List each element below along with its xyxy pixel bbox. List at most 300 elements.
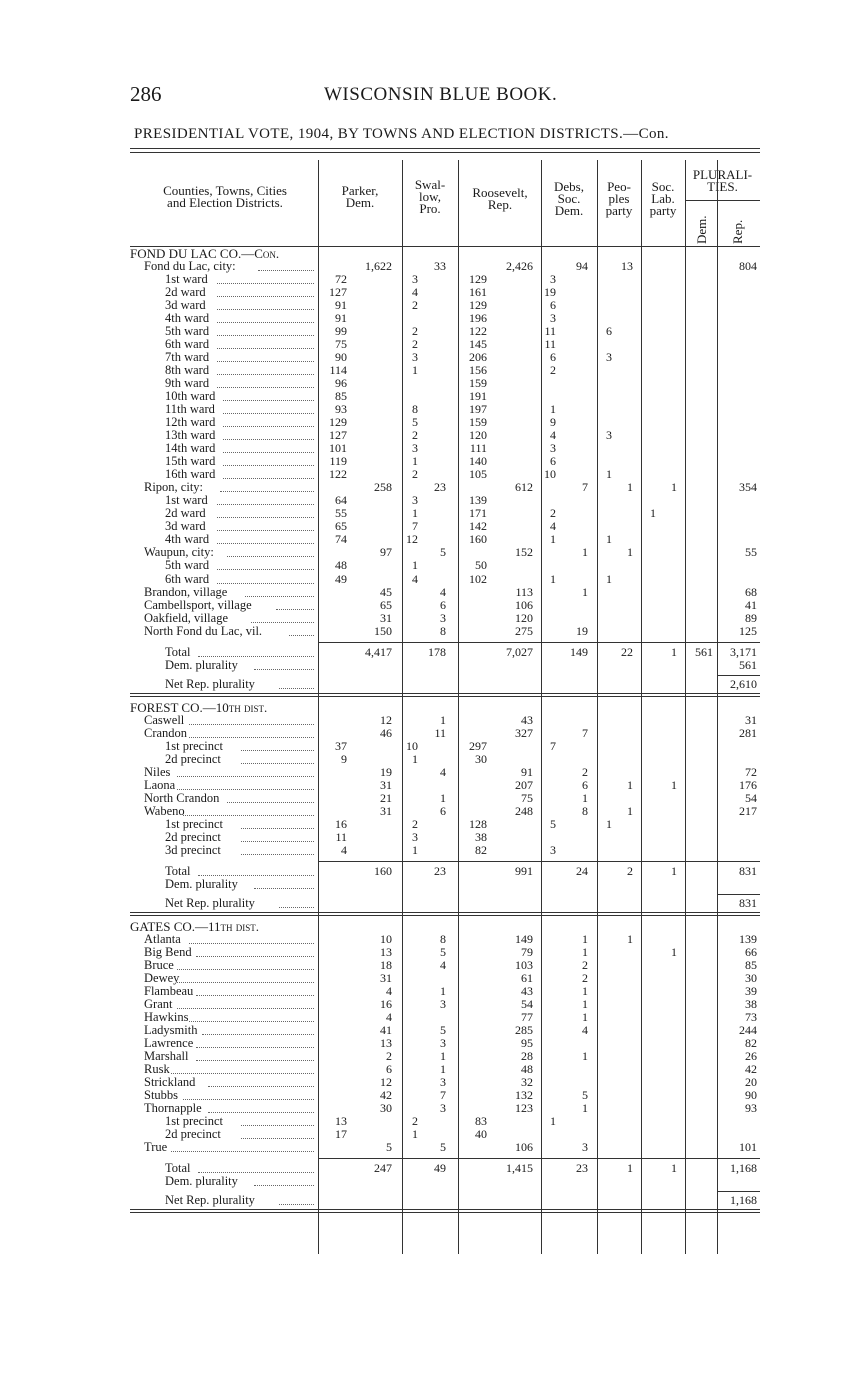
cell-debs_t: 2	[582, 764, 588, 779]
cell-peoples_s: 1	[606, 571, 612, 586]
leader-dots	[217, 309, 314, 310]
cell-swallow_s: 2	[412, 428, 418, 443]
header-peoples-2: party	[605, 203, 633, 218]
leader-dots	[198, 875, 314, 876]
row-label: Dewey	[144, 971, 180, 986]
row-label: Crandon	[144, 725, 188, 740]
cell-debs_s: 4	[550, 428, 556, 443]
leader-dots	[289, 635, 314, 636]
cell-debs_t: 94	[576, 259, 588, 274]
row-label: Brandon, village	[144, 584, 228, 599]
leader-dots	[217, 322, 314, 323]
cell-debs_s: 11	[544, 337, 556, 352]
cell-parker_t: 247	[374, 1161, 392, 1176]
cell-roosevelt_s: 120	[469, 428, 487, 443]
cell-swallow_s: 2	[412, 816, 418, 831]
row-label: Bruce	[144, 958, 174, 973]
row-label: 12th ward	[165, 415, 216, 430]
cell-debs_t: 4	[582, 1023, 588, 1038]
leader-dots	[223, 478, 314, 479]
row-label: Dem. plurality	[165, 657, 238, 672]
cell-soclab: 1	[671, 777, 677, 792]
leader-dots	[217, 530, 314, 531]
cell-debs_t: 19	[576, 623, 588, 638]
cell-peoples: 1	[627, 1161, 633, 1176]
row-label: Atlanta	[144, 931, 181, 946]
cell-roosevelt_s: 156	[469, 363, 487, 378]
leader-dots	[279, 907, 314, 908]
header-parker-1: Dem.	[345, 195, 375, 210]
leader-dots	[171, 1151, 314, 1152]
cell-soclab: 1	[671, 1161, 677, 1176]
cell-roosevelt_t: 123	[515, 1101, 533, 1116]
cell-roosevelt_s: 128	[469, 816, 487, 831]
leader-dots	[227, 802, 314, 803]
cell-peoples_s: 1	[606, 467, 612, 482]
cell-roosevelt_s: 191	[469, 389, 487, 404]
cell-parker_s: 91	[335, 298, 347, 313]
row-label: Fond du Lac, city:	[144, 259, 236, 274]
row-label: Dem. plurality	[165, 1174, 238, 1189]
cell-swallow_t: 23	[434, 863, 446, 878]
cell-parker_t: 19	[380, 764, 392, 779]
cell-roosevelt_t: 149	[515, 931, 533, 946]
cell-roosevelt_s: 159	[469, 415, 487, 430]
row-label: Thornapple	[144, 1101, 202, 1116]
cell-soclab_s: 1	[650, 506, 656, 521]
row-label: Rusk	[144, 1062, 170, 1077]
row-label: 1st precinct	[165, 816, 223, 831]
cell-debs_t: 7	[582, 480, 588, 495]
row-label: FOND DU LAC CO.—Con.	[130, 246, 280, 261]
cell-swallow_t: 3	[440, 1036, 446, 1051]
cell-parker_s: 99	[335, 324, 347, 339]
cell-roosevelt_t: 61	[521, 971, 533, 986]
cell-parker_s: 4	[341, 842, 347, 857]
row-label: 10th ward	[165, 389, 216, 404]
cell-swallow_t: 7	[440, 1088, 446, 1103]
cell-roosevelt_t: 43	[521, 984, 533, 999]
cell-parker_s: 13	[335, 1114, 347, 1129]
cell-roosevelt_s: 30	[475, 751, 487, 766]
leader-dots	[217, 348, 314, 349]
cell-parker_s: 75	[335, 337, 347, 352]
cell-parker_t: 6	[386, 1062, 392, 1077]
cell-roosevelt_t: 612	[515, 480, 533, 495]
cell-debs_s: 2	[550, 363, 556, 378]
cell-debs_s: 2	[550, 506, 556, 521]
cell-roosevelt_t: 103	[515, 958, 533, 973]
header-label-1: and Election Districts.	[167, 195, 283, 210]
cell-parker_t: 4,417	[365, 644, 392, 659]
cell-roosevelt_s: 161	[469, 285, 487, 300]
cell-swallow_t: 1	[440, 1062, 446, 1077]
cell-parker_s: 65	[335, 519, 347, 534]
cell-roosevelt_t: 152	[515, 545, 533, 560]
cell-rep: 1,168	[730, 1193, 757, 1208]
row-label: 14th ward	[165, 441, 216, 456]
leader-dots	[223, 452, 314, 453]
cell-roosevelt_t: 327	[515, 725, 533, 740]
row-label: Oakfield, village	[144, 610, 228, 625]
cell-parker_s: 91	[335, 311, 347, 326]
cell-parker_t: 31	[380, 971, 392, 986]
row-label: 6th ward	[165, 571, 210, 586]
cell-roosevelt_t: 991	[515, 863, 533, 878]
header-rule-2	[685, 200, 760, 201]
row-label: Marshall	[144, 1049, 189, 1064]
cell-rep: 2,610	[730, 676, 757, 691]
cell-swallow_t: 3	[440, 610, 446, 625]
cell-rep: 561	[739, 657, 757, 672]
cell-parker_t: 45	[380, 584, 392, 599]
cell-roosevelt_s: 40	[475, 1127, 487, 1142]
row-label: Hawkins	[144, 1010, 189, 1025]
cell-roosevelt_s: 140	[469, 454, 487, 469]
cell-roosevelt_t: 48	[521, 1062, 533, 1077]
cell-parker_t: 31	[380, 803, 392, 818]
cell-soclab: 1	[671, 644, 677, 659]
row-label: 11th ward	[165, 402, 215, 417]
cell-swallow_s: 4	[412, 285, 418, 300]
cell-parker_s: 129	[329, 415, 347, 430]
cell-roosevelt_t: 120	[515, 610, 533, 625]
cell-rep: 831	[739, 895, 757, 910]
leader-dots	[227, 556, 314, 557]
leader-dots	[220, 491, 314, 492]
cell-debs_t: 5	[582, 1088, 588, 1103]
cell-parker_s: 74	[335, 532, 347, 547]
cell-rep: 26	[745, 1049, 757, 1064]
leader-dots	[223, 400, 314, 401]
cell-parker_t: 10	[380, 931, 392, 946]
cell-swallow_s: 1	[412, 1127, 418, 1142]
cell-debs_t: 3	[582, 1140, 588, 1155]
leader-dots	[189, 724, 314, 725]
leader-dots	[241, 854, 314, 855]
column-rule-1	[402, 160, 403, 1254]
cell-peoples: 1	[627, 777, 633, 792]
cell-parker_t: 41	[380, 1023, 392, 1038]
cell-swallow_s: 4	[412, 571, 418, 586]
column-rule-5	[641, 160, 642, 1254]
cell-rep: 55	[745, 545, 757, 560]
cell-roosevelt_t: 7,027	[506, 644, 533, 659]
row-label: True	[144, 1140, 168, 1155]
cell-swallow_s: 3	[412, 272, 418, 287]
leader-dots	[183, 815, 314, 816]
cell-swallow_t: 3	[440, 1101, 446, 1116]
row-label: Total	[165, 644, 191, 659]
cell-dem: 561	[695, 644, 713, 659]
cell-roosevelt_t: 207	[515, 777, 533, 792]
cell-roosevelt_s: 197	[469, 402, 487, 417]
leader-dots	[241, 841, 314, 842]
cell-debs_t: 149	[570, 644, 588, 659]
row-label: Caswell	[144, 712, 185, 727]
row-label: 15th ward	[165, 454, 216, 469]
cell-debs_s: 4	[550, 519, 556, 534]
cell-swallow_s: 10	[406, 738, 418, 753]
cell-swallow_t: 23	[434, 480, 446, 495]
net-rule	[718, 675, 760, 676]
cell-debs_t: 1	[582, 1101, 588, 1116]
cell-parker_t: 97	[380, 545, 392, 560]
cell-roosevelt_t: 91	[521, 764, 533, 779]
cell-parker_s: 85	[335, 389, 347, 404]
cell-swallow_t: 8	[440, 623, 446, 638]
cell-debs_s: 1	[550, 1114, 556, 1129]
cell-parker_s: 64	[335, 493, 347, 508]
cell-roosevelt_t: 132	[515, 1088, 533, 1103]
cell-swallow_t: 1	[440, 984, 446, 999]
leader-dots	[189, 737, 314, 738]
cell-swallow_s: 1	[412, 363, 418, 378]
cell-peoples: 22	[621, 644, 633, 659]
cell-peoples_s: 1	[606, 532, 612, 547]
cell-rep: 41	[745, 597, 757, 612]
cell-parker_s: 72	[335, 272, 347, 287]
cell-parker_t: 160	[374, 863, 392, 878]
cell-parker_s: 127	[329, 285, 347, 300]
cell-roosevelt_s: 83	[475, 1114, 487, 1129]
leader-dots	[241, 763, 314, 764]
leader-dots	[279, 688, 314, 689]
cell-debs_t: 23	[576, 1161, 588, 1176]
cell-rep: 244	[739, 1023, 757, 1038]
cell-debs_s: 1	[550, 532, 556, 547]
cell-roosevelt_s: 105	[469, 467, 487, 482]
cell-debs_t: 8	[582, 803, 588, 818]
cell-swallow_t: 1	[440, 790, 446, 805]
cell-parker_t: 12	[380, 712, 392, 727]
cell-parker_t: 16	[380, 997, 392, 1012]
cell-parker_s: 9	[341, 751, 347, 766]
leader-dots	[208, 1112, 314, 1113]
row-label: 6th ward	[165, 337, 210, 352]
cell-peoples: 2	[627, 863, 633, 878]
section-rule	[130, 912, 760, 913]
row-label: 2d ward	[165, 506, 206, 521]
cell-parker_t: 42	[380, 1088, 392, 1103]
leader-dots	[217, 335, 314, 336]
cell-parker_t: 12	[380, 1075, 392, 1090]
cell-debs_s: 6	[550, 298, 556, 313]
leader-dots	[223, 439, 314, 440]
cell-peoples_s: 6	[606, 324, 612, 339]
leader-dots	[177, 982, 314, 983]
cell-roosevelt_s: 122	[469, 324, 487, 339]
row-label: 9th ward	[165, 376, 210, 391]
cell-rep: 38	[745, 997, 757, 1012]
leader-dots	[254, 669, 314, 670]
net-rule	[718, 894, 760, 895]
cell-debs_s: 19	[544, 285, 556, 300]
cell-peoples: 13	[621, 259, 633, 274]
cell-swallow_s: 3	[412, 441, 418, 456]
row-label: Dem. plurality	[165, 876, 238, 891]
cell-parker_s: 16	[335, 816, 347, 831]
cell-rep: 354	[739, 480, 757, 495]
cell-swallow_s: 1	[412, 558, 418, 573]
cell-roosevelt_s: 111	[469, 441, 487, 456]
header-debs-2: Dem.	[554, 203, 584, 218]
cell-roosevelt_t: 106	[515, 597, 533, 612]
cell-roosevelt_t: 248	[515, 803, 533, 818]
leader-dots	[198, 656, 314, 657]
row-label: Lawrence	[144, 1036, 194, 1051]
cell-debs_t: 1	[582, 1049, 588, 1064]
cell-swallow_s: 2	[412, 467, 418, 482]
cell-rep: 3,171	[730, 644, 757, 659]
cell-rep: 31	[745, 712, 757, 727]
total-rule	[318, 642, 760, 643]
cell-parker_t: 150	[374, 623, 392, 638]
cell-debs_t: 6	[582, 777, 588, 792]
leader-dots	[251, 622, 314, 623]
cell-peoples: 1	[627, 931, 633, 946]
column-rule-0	[318, 160, 319, 1254]
row-label: Grant	[144, 997, 173, 1012]
leader-dots	[245, 596, 314, 597]
cell-debs_t: 1	[582, 945, 588, 959]
leader-dots	[241, 1125, 314, 1126]
cell-soclab: 1	[671, 480, 677, 495]
leader-dots	[254, 888, 314, 889]
cell-rep: 217	[739, 803, 757, 818]
cell-roosevelt_s: 145	[469, 337, 487, 352]
header-roosevelt-1: Rep.	[487, 197, 513, 212]
cell-parker_t: 31	[380, 777, 392, 792]
header-pluralities-1: TIES.	[707, 179, 738, 194]
cell-debs_s: 10	[544, 467, 556, 482]
cell-swallow_s: 2	[412, 298, 418, 313]
cell-rep: 85	[745, 958, 757, 973]
leader-dots	[276, 609, 314, 610]
cell-debs_t: 1	[582, 1010, 588, 1025]
cell-roosevelt_t: 275	[515, 623, 533, 638]
column-rule-4	[597, 160, 598, 1254]
total-rule	[318, 1158, 760, 1159]
cell-parker_t: 30	[380, 1101, 392, 1116]
leader-dots	[217, 569, 314, 570]
section-rule	[130, 1209, 760, 1210]
page-number: 286	[130, 82, 162, 106]
row-label: Net Rep. plurality	[165, 895, 255, 910]
header-plural-dem: Dem.	[694, 215, 709, 244]
leader-dots	[196, 995, 314, 996]
cell-swallow_t: 1	[440, 712, 446, 727]
cell-debs_s: 3	[550, 441, 556, 456]
cell-debs_s: 7	[550, 738, 556, 753]
cell-roosevelt_t: 2,426	[506, 259, 533, 274]
leader-dots	[223, 426, 314, 427]
cell-debs_t: 1	[582, 545, 588, 560]
cell-roosevelt_t: 1,415	[506, 1161, 533, 1176]
header-peoples-1: ples	[608, 191, 630, 206]
row-label: 2d precinct	[165, 1127, 221, 1142]
cell-swallow_s: 7	[412, 519, 418, 534]
column-rule-6	[685, 160, 686, 1254]
column-rule-3	[541, 160, 542, 1254]
cell-roosevelt_s: 171	[469, 506, 487, 521]
row-label: GATES CO.—11th dist.	[130, 918, 260, 934]
cell-roosevelt_s: 159	[469, 376, 487, 391]
column-rule-2	[458, 160, 459, 1254]
cell-swallow_s: 1	[412, 751, 418, 766]
cell-rep: 54	[745, 790, 757, 805]
row-label: 3d ward	[165, 519, 206, 534]
page-title: WISCONSIN BLUE BOOK.	[324, 84, 558, 105]
leader-dots	[217, 283, 314, 284]
cell-peoples_s: 1	[606, 816, 612, 831]
cell-swallow_s: 1	[412, 454, 418, 469]
row-label: FOREST CO.—10th dist.	[130, 699, 268, 715]
leader-dots	[171, 1073, 314, 1074]
cell-roosevelt_s: 82	[475, 842, 487, 857]
subcolumn-rule-plural	[717, 200, 718, 246]
cell-roosevelt_t: 106	[515, 1140, 533, 1155]
row-label: 1st ward	[165, 272, 208, 287]
cell-parker_t: 13	[380, 945, 392, 959]
cell-debs_t: 1	[582, 584, 588, 599]
cell-debs_t: 1	[582, 931, 588, 946]
row-label: 1st precinct	[165, 738, 223, 753]
cell-swallow_t: 8	[440, 931, 446, 946]
row-label: Stubbs	[144, 1088, 179, 1103]
cell-roosevelt_s: 142	[469, 519, 487, 534]
cell-debs_s: 3	[550, 311, 556, 326]
cell-swallow_t: 5	[440, 945, 446, 959]
cell-peoples: 1	[627, 803, 633, 818]
leader-dots	[217, 387, 314, 388]
cell-rep: 72	[745, 764, 757, 779]
leader-dots	[258, 270, 314, 271]
cell-roosevelt_s: 50	[475, 558, 487, 573]
cell-swallow_s: 2	[412, 337, 418, 352]
header-parker-0: Parker,	[341, 183, 379, 198]
cell-debs_s: 1	[550, 402, 556, 417]
cell-parker_s: 127	[329, 428, 347, 443]
cell-debs_t: 2	[582, 971, 588, 986]
cell-roosevelt_s: 196	[469, 311, 487, 326]
leader-dots	[189, 1021, 314, 1022]
cell-peoples: 1	[627, 545, 633, 560]
leader-dots	[241, 828, 314, 829]
row-label: 5th ward	[165, 558, 210, 573]
cell-rep: 101	[739, 1140, 757, 1155]
header-roosevelt-0: Roosevelt,	[472, 185, 528, 200]
net-rule	[718, 1191, 760, 1192]
cell-debs_s: 9	[550, 415, 556, 430]
header-soclab-0: Soc.	[651, 179, 675, 194]
leader-dots	[254, 1185, 314, 1186]
leader-dots	[241, 1138, 314, 1139]
leader-dots	[196, 1060, 314, 1061]
total-rule	[318, 861, 760, 862]
cell-parker_s: 48	[335, 558, 347, 573]
cell-swallow_t: 33	[434, 259, 446, 274]
cell-parker_s: 119	[329, 454, 347, 469]
cell-roosevelt_t: 77	[521, 1010, 533, 1025]
cell-peoples: 1	[627, 480, 633, 495]
cell-rep: 82	[745, 1036, 757, 1051]
cell-roosevelt_t: 28	[521, 1049, 533, 1064]
header-pluralities-0: PLURALI-	[692, 167, 753, 182]
cell-roosevelt_s: 160	[469, 532, 487, 547]
cell-parker_s: 37	[335, 738, 347, 753]
cell-roosevelt_s: 139	[469, 493, 487, 508]
